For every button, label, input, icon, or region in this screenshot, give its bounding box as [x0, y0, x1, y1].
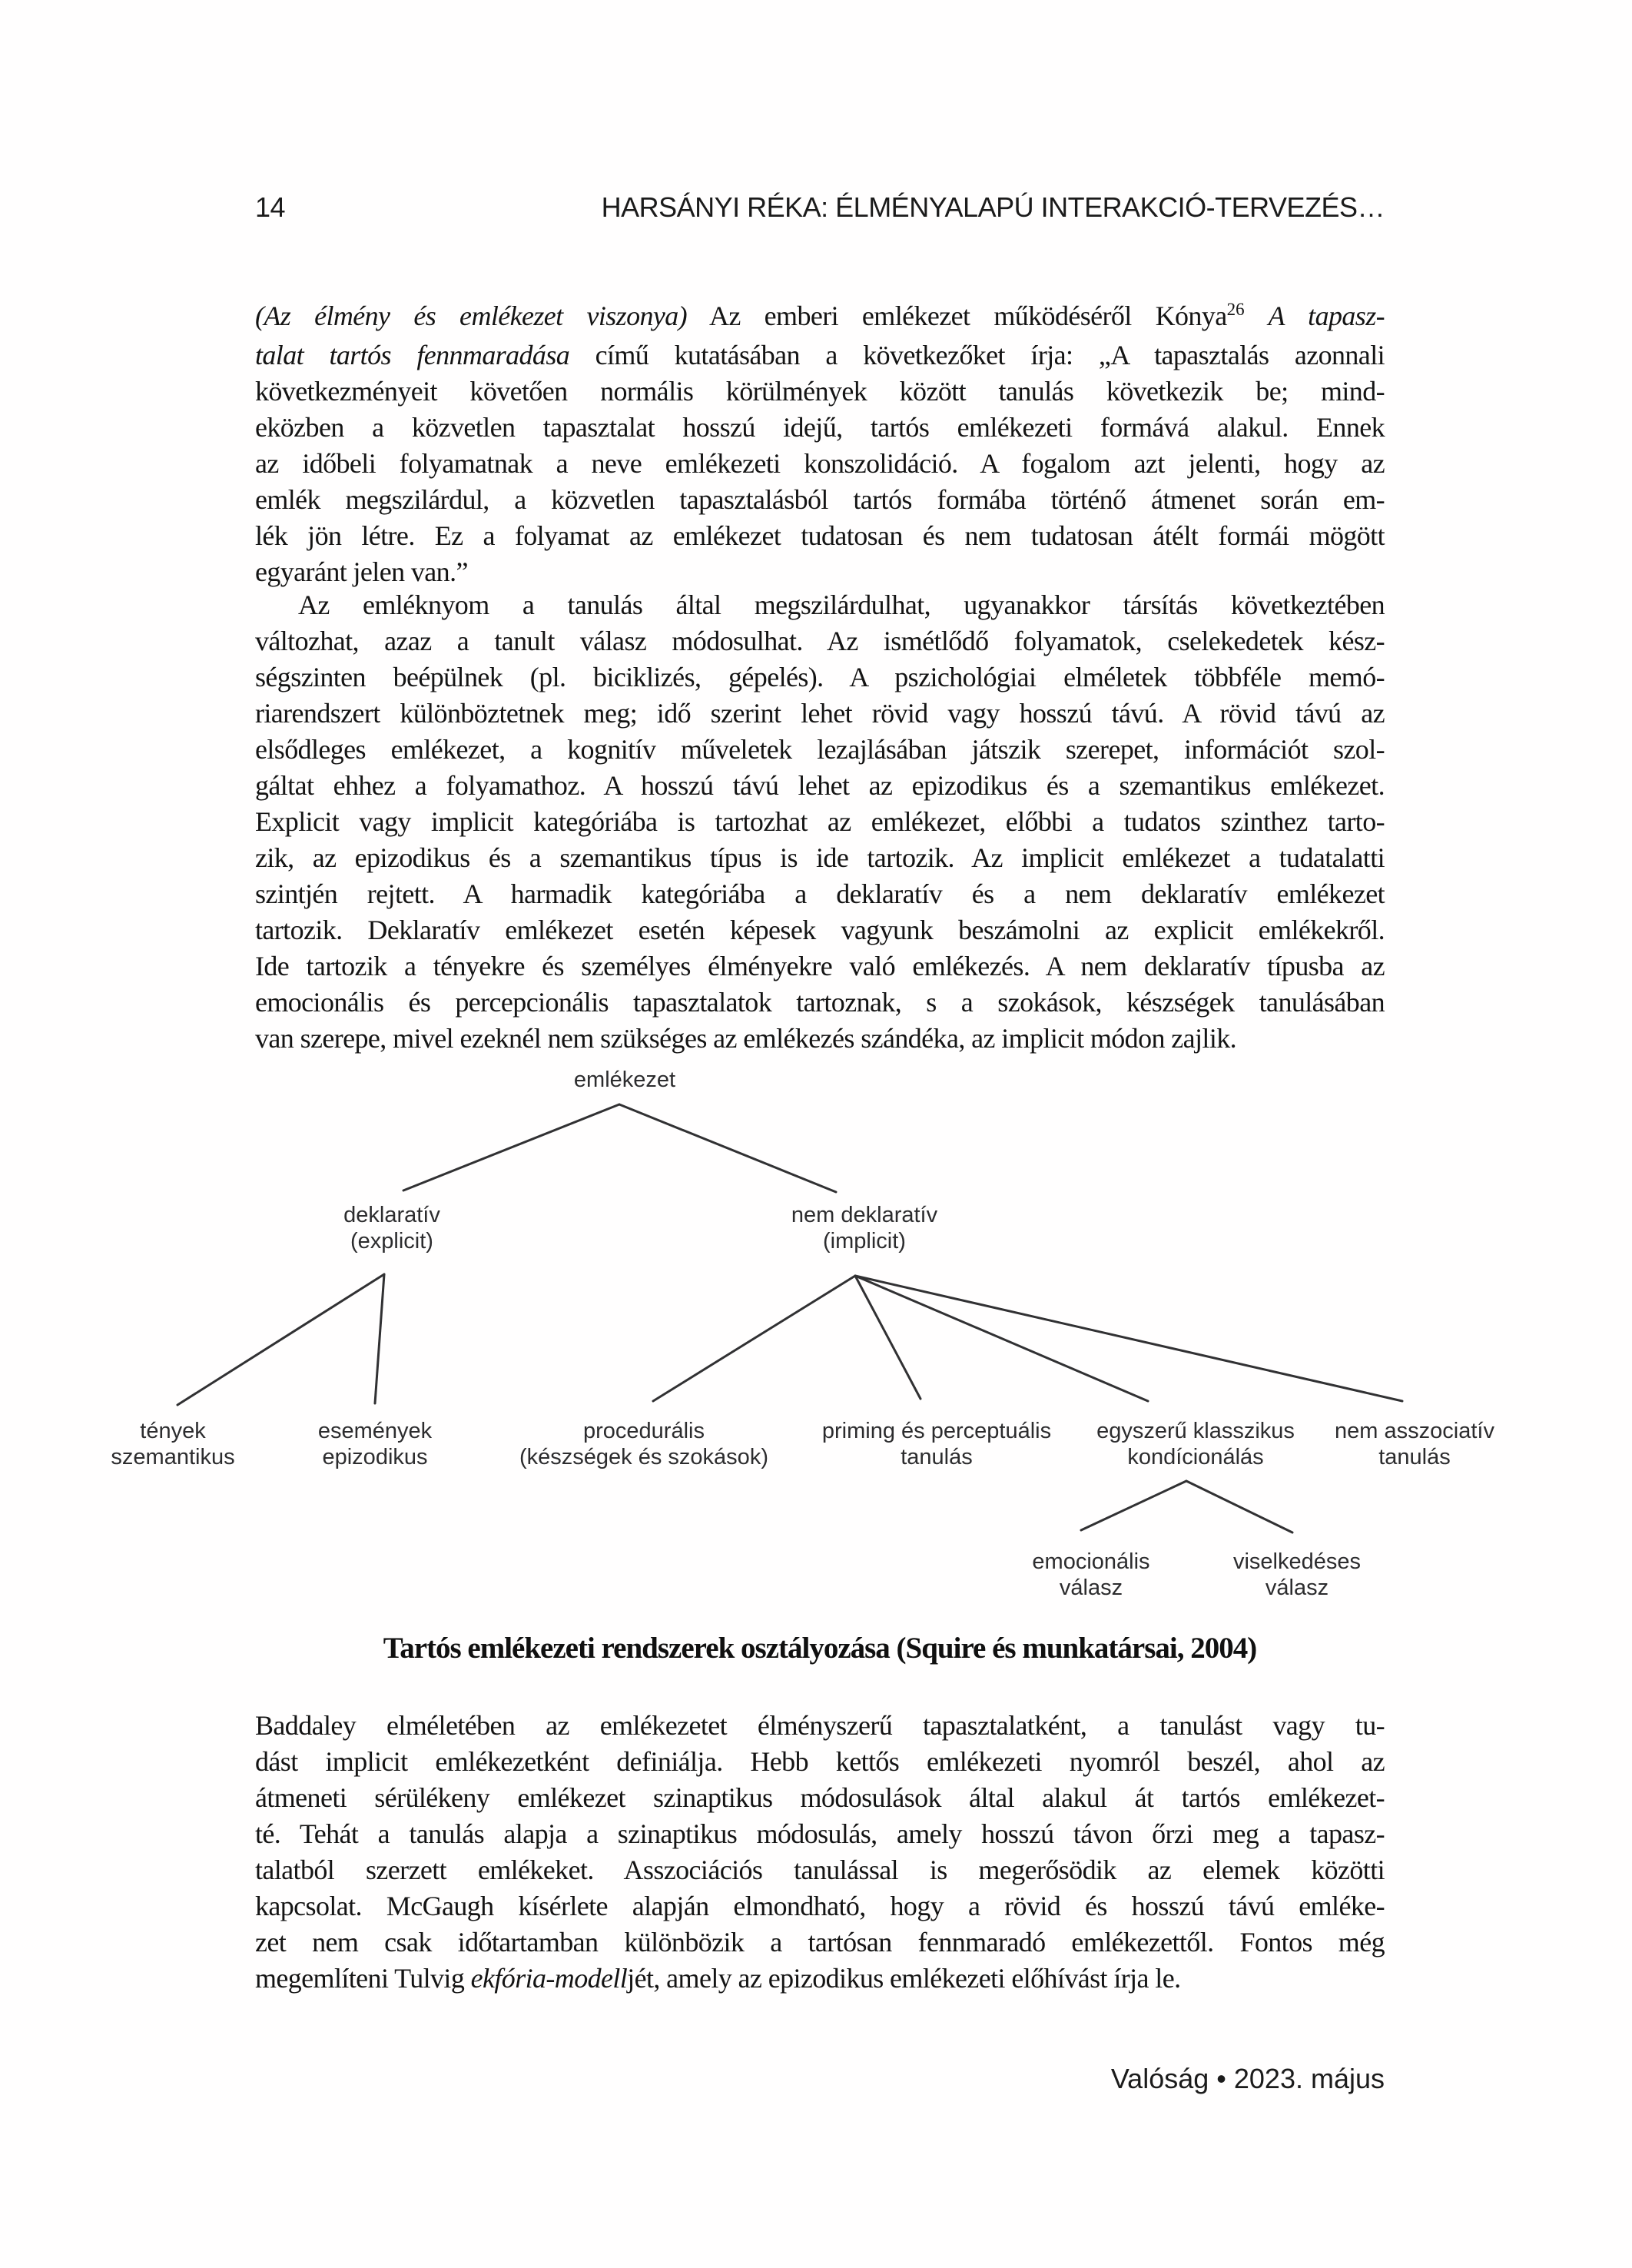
tree-node-tenyek: tények szemantikus: [111, 1419, 235, 1469]
body-text-line: riarendszert különböztetnek meg; idő szerint lehet rövid vagy hosszú távú. A rövid távú az: [255, 698, 1385, 729]
body-text-line: Ide tartozik a tényekre és személyes élményekre való emlékezés. A nem deklaratív típusba az: [255, 951, 1385, 981]
tree-node-esemenyek: események epizodikus: [317, 1419, 433, 1469]
body-text-line: Explicit vagy implicit kategóriába is tartozhat az emlékezet, előbbi a tudatos szinthez tarto-: [255, 806, 1385, 837]
running-title: HARSÁNYI RÉKA: ÉLMÉNYALAPÚ INTERAKCIÓ-TERVEZÉS…: [601, 191, 1385, 223]
body-text-line: kapcsolat. McGaugh kísérlete alapján elmondható, hogy a rövid és hosszú távú emléke-: [255, 1891, 1385, 1921]
tree-edge: [619, 1104, 836, 1192]
body-text-line: egyaránt jelen van.”: [255, 556, 468, 587]
tree-node-priming: priming és perceptuális tanulás: [821, 1419, 1052, 1469]
tree-node-proceduralis: procedurális (készségek és szokások): [519, 1419, 768, 1469]
tree-node-root: emlékezet: [573, 1068, 676, 1092]
tree-node-nem-asszociativ: nem asszociatív tanulás: [1335, 1419, 1494, 1469]
body-text-line: megemlíteni Tulvig ekfória-modelljét, amely az epizodikus emlékezeti előhívást írja le.: [255, 1963, 1181, 1994]
body-text-line: tartozik. Deklaratív emlékezet esetén képesek vagyunk beszámolni az explicit emlékekről.: [255, 915, 1385, 945]
page-number: 14: [255, 191, 286, 223]
tree-edge: [375, 1274, 384, 1403]
body-text-line: van szerepe, mivel ezeknél nem szükséges az emlékezés szándéka, az implicit módon zajlik.: [255, 1023, 1237, 1054]
body-text-line: (Az élmény és emlékezet viszonya) Az emberi emlékezet működéséről Kónya$^{26}$ A tapasz-: [255, 300, 1385, 331]
body-text-line: átmeneti sérülékeny emlékezet szinaptikus módosulások által alakul át tartós emlékezet-: [255, 1782, 1385, 1813]
body-text-line: változhat, azaz a tanult válasz módosulhat. Az ismétlődő folyamatok, cselekedetek kész-: [255, 626, 1385, 656]
body-text-line: zik, az epizodikus és a szemantikus típus is ide tartozik. Az implicit emlékezet a tudatalatti: [255, 842, 1385, 873]
page-header: [255, 191, 1385, 227]
body-text-line: szintjén rejtett. A harmadik kategóriába a deklaratív és a nem deklaratív emlékezet: [255, 878, 1385, 909]
body-text-line: emlék megszilárdul, a közvetlen tapasztalásból tartós formába történő átmenet során em-: [255, 484, 1385, 515]
tree-edge: [855, 1276, 1402, 1401]
tree-edge: [177, 1274, 384, 1405]
paragraph-experience-memory: [255, 298, 1385, 590]
body-text-line: té. Tehát a tanulás alapja a szinaptikus módosulás, amely hosszú távon őrzi meg a tapasz-: [255, 1818, 1385, 1849]
body-text-line: elsődleges emlékezet, a kognitív műveletek lezajlásában játszik szerepet, információt szol-: [255, 734, 1385, 765]
tree-edge: [653, 1276, 855, 1401]
tree-node-emocionalis: emocionális válasz: [1032, 1549, 1150, 1600]
tree-node-egyszeru-klasszikus: egyszerű klasszikus kondícionálás: [1096, 1419, 1295, 1469]
body-text-line: az időbeli folyamatnak a neve emlékezeti konszolidáció. A fogalom azt jelenti, hogy az: [255, 448, 1385, 479]
tree-edge: [1081, 1481, 1186, 1530]
tree-edge: [1186, 1481, 1292, 1532]
body-text-line: zet nem csak időtartamban különbözik a tartósan fennmaradó emlékezettől. Fontos még: [255, 1927, 1385, 1958]
tree-edge: [855, 1276, 1148, 1401]
body-text-line: Az emléknyom a tanulás által megszilárdulhat, ugyanakkor társítás következtében: [298, 589, 1385, 620]
page-footer: Valóság • 2023. május: [1110, 2063, 1385, 2094]
paragraph-baddaley-hebb: [255, 1708, 1385, 1997]
body-text-line: dást implicit emlékezetként definiálja. Hebb kettős emlékezeti nyomról beszél, ahol az: [255, 1746, 1385, 1777]
body-text-line: ségszinten beépülnek (pl. biciklizés, gépelés). A pszichológiai elméletek többféle memó-: [255, 662, 1385, 692]
tree-node-deklarativ: deklaratív (explicit): [343, 1203, 440, 1254]
tree-node-viselkedeses: viselkedéses válasz: [1232, 1549, 1362, 1600]
body-text-line: emocionális és percepcionális tapasztalatok tartoznak, s a szokások, készségek tanulásában: [255, 987, 1385, 1018]
body-text-line: talat tartós fennmaradása című kutatásában a következőket írja: „A tapasztalás azonnali: [255, 340, 1385, 370]
body-text-line: következményeit követően normális körülmények között tanulás következik be; mind-: [255, 376, 1385, 407]
tree-node-nem-deklarativ: nem deklaratív (implicit): [791, 1203, 938, 1254]
tree-edge: [403, 1104, 619, 1190]
body-text-line: lék jön létre. Ez a folyamat az emlékezet tudatosan és nem tudatosan átélt formái mögött: [255, 520, 1385, 551]
body-text-line: eközben a közvetlen tapasztalat hosszú idejű, tartós emlékezeti formává alakul. Ennek: [255, 412, 1385, 443]
body-text-line: Baddaley elméletében az emlékezetet élményszerű tapasztalatként, a tanulást vagy tu-: [255, 1710, 1385, 1741]
body-text-line: talatból szerzett emlékeket. Asszociációs tanulással is megerősödik az elemek közötti: [255, 1855, 1385, 1885]
tree-edge: [855, 1276, 920, 1399]
figure-caption: Tartós emlékezeti rendszerek osztályozása (Squire és munkatársai, 2004): [383, 1632, 1257, 1665]
body-text-line: gáltat ehhez a folyamathoz. A hosszú távú lehet az epizodikus és a szemantikus emlékezet.: [255, 770, 1385, 801]
paragraph-memory-systems: [255, 587, 1385, 1057]
